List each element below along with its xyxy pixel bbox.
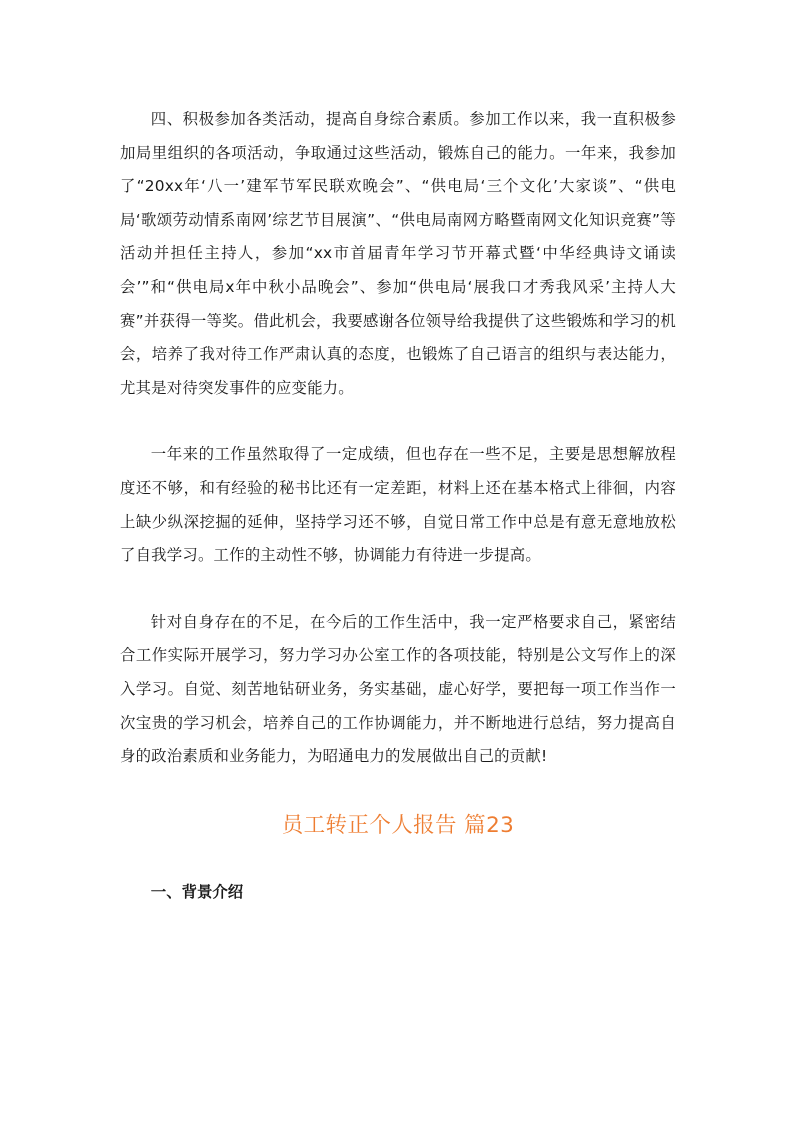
- paragraph-shortcomings: 一年来的工作虽然取得了一定成绩，但也存在一些不足，主要是思想解放程度还不够，和有经验的秘书比还有一定差距，材料上还在基本格式上徘徊，内容上缺少纵深挖掘的延伸，坚持学习还不够，自觉日常工作中总是有意无意地放松了自我学习。工作的主动性不够，协调能力有待进一步提高。: [120, 445, 676, 565]
- paragraph-activities: 四、积极参加各类活动，提高自身综合素质。参加工作以来，我一直积极参加局里组织的各项活动，争取通过这些活动，锻炼自己的能力。一年来，我参加了“20xx年‘八一’建军节军民联欢晚会”、“供电局‘三个文化’大家谈”、“供电局‘歌颂劳动情系南网’综艺节目展演”、“供电局南网方略暨南网文化知识竞赛”等活动并担任主持人，参加“xx市首届青年学习节开幕式暨‘中华经典诗文诵读会’”和“供电局x年中秋小品晚会”、参加“供电局‘展我口才秀我风采’主持人大赛”并获得一等奖。借此机会，我要感谢各位领导给我提供了这些锻炼和学习的机会，培养了我对待工作严肃认真的态度，也锻炼了自己语言的组织与表达能力，尤其是对待突发事件的应变能力。: [120, 110, 676, 397]
- section-heading: 员工转正个人报告 篇23: [281, 812, 515, 838]
- paragraph-improvement: 针对自身存在的不足，在今后的工作生活中，我一定严格要求自己，紧密结合工作实际开展学习，努力学习办公室工作的各项技能，特别是公文写作上的深入学习。自觉、刻苦地钻研业务，务实基础，虚心好学，要把每一项工作当作一次宝贵的学习机会，培养自己的工作协调能力，并不断地进行总结，努力提高自身的政治素质和业务能力，为昭通电力的发展做出自己的贡献!: [120, 612, 676, 766]
- document-body: [120, 103, 676, 909]
- background-subheading: 一、背景介绍: [150, 882, 244, 901]
